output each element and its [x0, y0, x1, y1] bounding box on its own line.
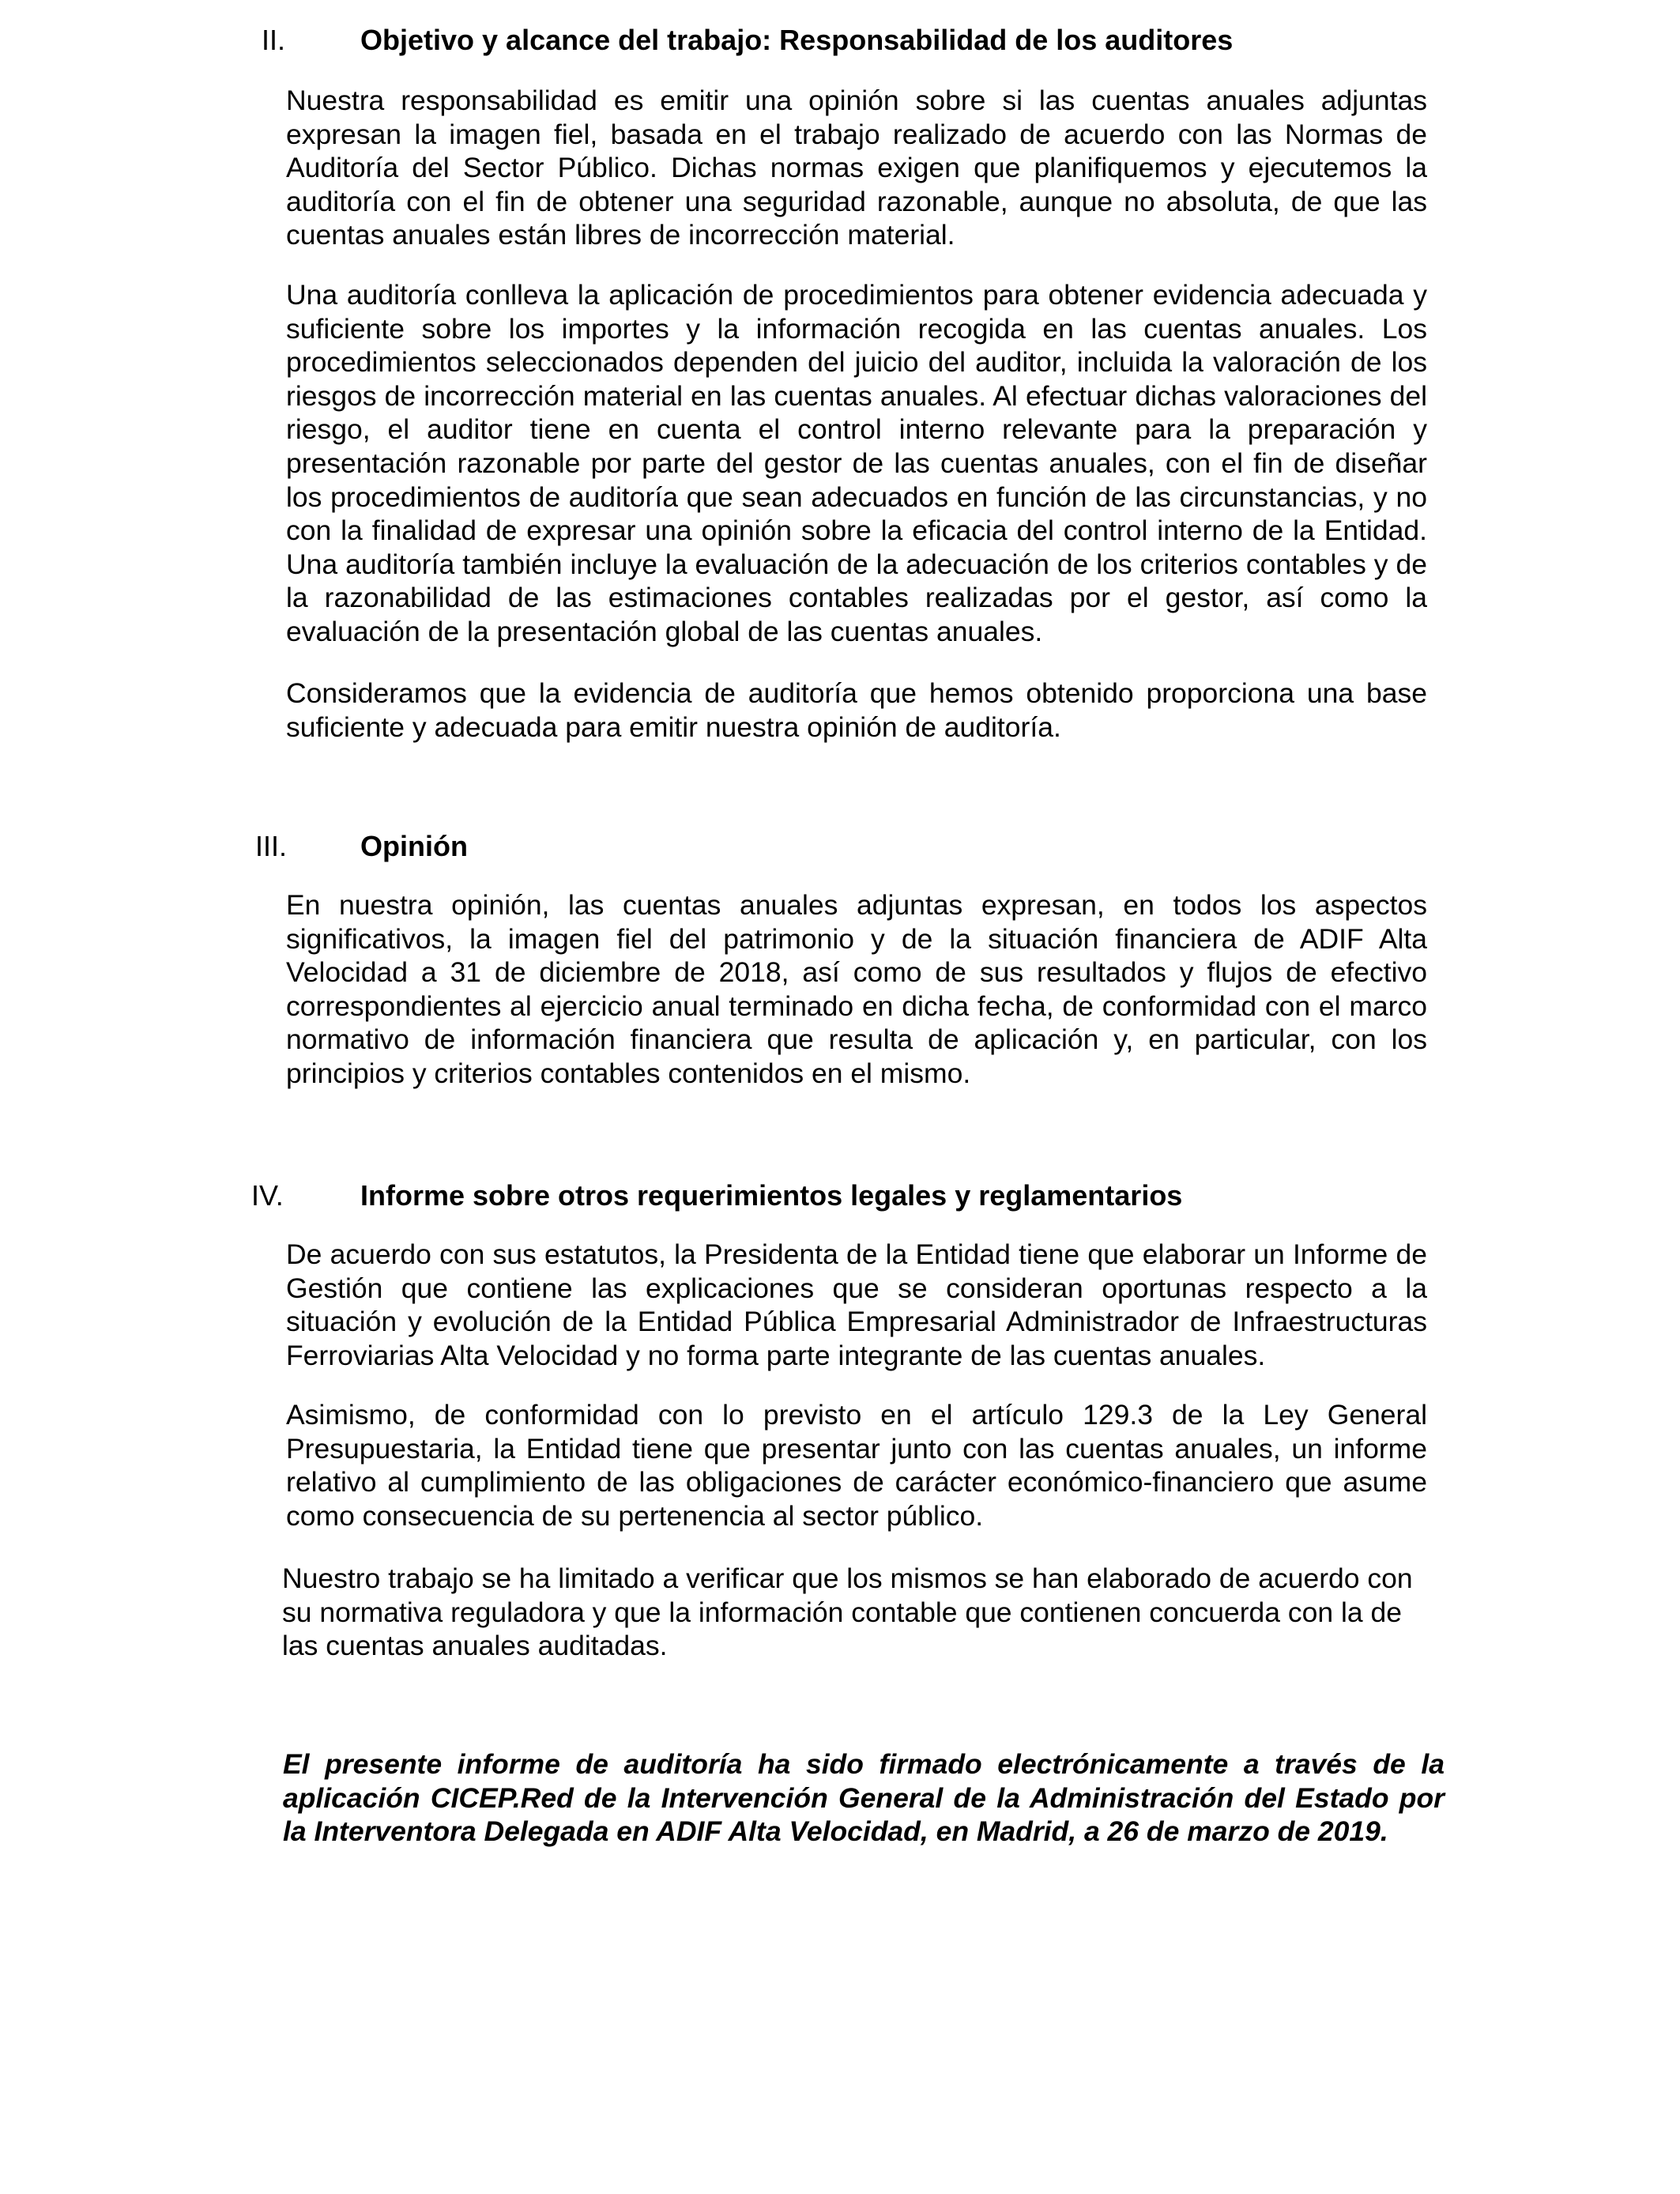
- section-number: IV.: [251, 1179, 284, 1212]
- section-number: III.: [255, 830, 288, 862]
- signature-statement: El presente informe de auditoría ha sido firmado electrónicamente a través de la aplicación CICEP.Red de la Intervención General de la Administración del Estado por la Interventora Delegada en ADIF Alta Velocidad, en Madrid, a 26 de marzo de 2019.: [283, 1748, 1445, 1848]
- section-number: II.: [262, 24, 286, 56]
- section-heading-iv: [0, 1176, 1680, 1216]
- paragraph: De acuerdo con sus estatutos, la Presidenta de la Entidad tiene que elaborar un Informe de Gestión que contiene las explicaciones que se consideran oportunas respecto a la situación y evolución de la Entidad Pública Empresarial Administrador de Infraestructuras Ferroviarias Alta Velocidad y no forma parte integrante de las cuentas anuales.: [286, 1238, 1427, 1371]
- section-title: Informe sobre otros requerimientos legales y reglamentarios: [360, 1179, 1183, 1212]
- paragraph: Asimismo, de conformidad con lo previsto en el artículo 129.3 de la Ley General Presupuestaria, la Entidad tiene que presentar junto con las cuentas anuales, un informe relativo al cumplimiento de las obligaciones de carácter económico-financiero que asume como consecuencia de su pertenencia al sector público.: [286, 1399, 1427, 1532]
- paragraph: Nuestra responsabilidad es emitir una opinión sobre si las cuentas anuales adjuntas expresan la imagen fiel, basada en el trabajo realizado de acuerdo con las Normas de Auditoría del Sector Público. Dichas normas exigen que planifiquemos y ejecutemos la auditoría con el fin de obtener una seguridad razonable, aunque no absoluta, de que las cuentas anuales están libres de incorrección material.: [286, 85, 1427, 251]
- section-title: Opinión: [360, 830, 468, 862]
- section-heading-ii: [0, 21, 1680, 60]
- section-heading-iii: [0, 827, 1680, 866]
- paragraph: Nuestro trabajo se ha limitado a verificar que los mismos se han elaborado de acuerdo con su normativa reguladora y que la información contable que contienen concuerda con la de las cuentas anuales auditadas.: [282, 1563, 1413, 1662]
- paragraph: Consideramos que la evidencia de auditoría que hemos obtenido proporciona una base suficiente y adecuada para emitir nuestra opinión de auditoría.: [286, 677, 1427, 743]
- section-title: Objetivo y alcance del trabajo: Responsabilidad de los auditores: [360, 24, 1234, 56]
- paragraph: Una auditoría conlleva la aplicación de procedimientos para obtener evidencia adecuada y suficiente sobre los importes y la información recogida en las cuentas anuales. Los procedimientos seleccionados dependen del juicio del auditor, incluida la valoración de los riesgos de incorrección material en las cuentas anuales. Al efectuar dichas valoraciones del riesgo, el auditor tiene en cuenta el control interno relevante para la preparación y presentación razonable por parte del gestor de las cuentas anuales, con el fin de diseñar los procedimientos de auditoría que sean adecuados en función de las circunstancias, y no con la finalidad de expresar una opinión sobre la eficacia del control interno de la Entidad. Una auditoría también incluye la evaluación de la adecuación de los criterios contables y de la razonabilidad de las estimaciones contables realizadas por el gestor, así como la evaluación de la presentación global de las cuentas anuales.: [286, 279, 1427, 647]
- paragraph: En nuestra opinión, las cuentas anuales adjuntas expresan, en todos los aspectos significativos, la imagen fiel del patrimonio y de la situación financiera de ADIF Alta Velocidad a 31 de diciembre de 2018, así como de sus resultados y flujos de efectivo correspondientes al ejercicio anual terminado en dicha fecha, de conformidad con el marco normativo de información financiera que resulta de aplicación y, en particular, con los principios y criterios contables contenidos en el mismo.: [286, 889, 1427, 1089]
